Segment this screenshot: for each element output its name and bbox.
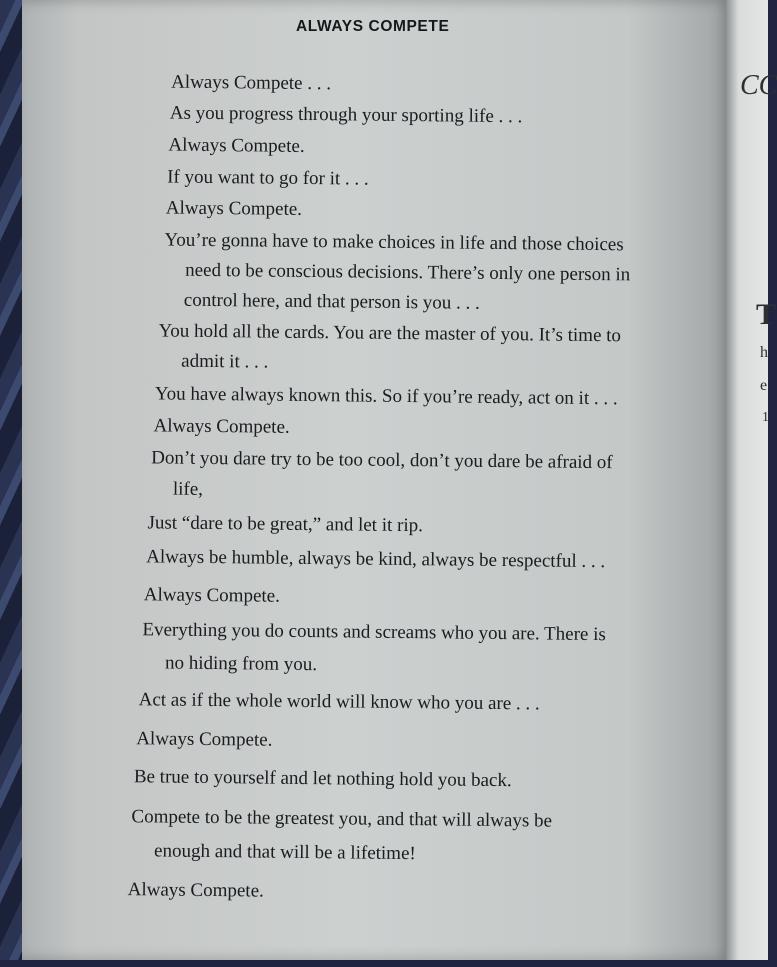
poem-line: Always Compete. [136, 728, 273, 751]
adjacent-page-fragment: T [756, 298, 777, 331]
poem-line: Everything you do counts and screams who you are. There is [142, 619, 606, 646]
poem-line: If you want to go for it . . . [167, 166, 369, 190]
running-head: ALWAYS COMPETE [296, 18, 450, 35]
adjacent-page-fragment: e [760, 377, 768, 394]
poem-line: As you progress through your sporting life . . . [169, 102, 523, 128]
poem-line: You hold all the cards. You are the master of you. It’s time to [158, 320, 622, 347]
adjacent-page-fragment: 1 [762, 410, 769, 425]
poem-line: Always Compete. [127, 879, 264, 902]
adjacent-page-fragment: h [760, 344, 768, 361]
poem-line: life, [172, 478, 204, 500]
poem-line: Always Compete. [143, 584, 281, 607]
poem-line: Always Compete. [153, 415, 290, 438]
poem-line: Compete to be the greatest you, and that will always be [131, 806, 553, 832]
poem-line: admit it . . . [181, 350, 269, 373]
adjacent-page-fragment: CC [740, 70, 777, 101]
poem-line: no hiding from you. [164, 652, 318, 676]
adjacent-page [726, 0, 777, 960]
poem-line: You’re gonna have to make choices in life and those choices [164, 229, 624, 256]
poem-line: Just “dare to be great,” and let it rip. [147, 512, 424, 537]
poem-line: Always be humble, always be kind, always be respectful . . . [146, 546, 606, 573]
poem-lines [12, 0, 734, 967]
poem-line: Don’t you dare try to be too cool, don’t you dare be afraid of [151, 447, 613, 474]
poem-line: Be true to yourself and let nothing hold you back. [133, 766, 512, 792]
poem-line: need to be conscious decisions. There’s only one person in [185, 259, 631, 286]
poem-line: Always Compete. [168, 134, 305, 157]
poem-line: Always Compete. [165, 197, 303, 220]
poem-line: Act as if the whole world will know who you are . . . [138, 689, 540, 715]
poem-line: enough and that will be a lifetime! [153, 840, 416, 865]
poem-line: control here, and that person is you . . . [183, 289, 480, 314]
book-page [22, 0, 734, 960]
poem-line: You have always known this. So if you’re ready, act on it . . . [154, 383, 618, 410]
poem-line: Always Compete . . . [171, 71, 332, 95]
